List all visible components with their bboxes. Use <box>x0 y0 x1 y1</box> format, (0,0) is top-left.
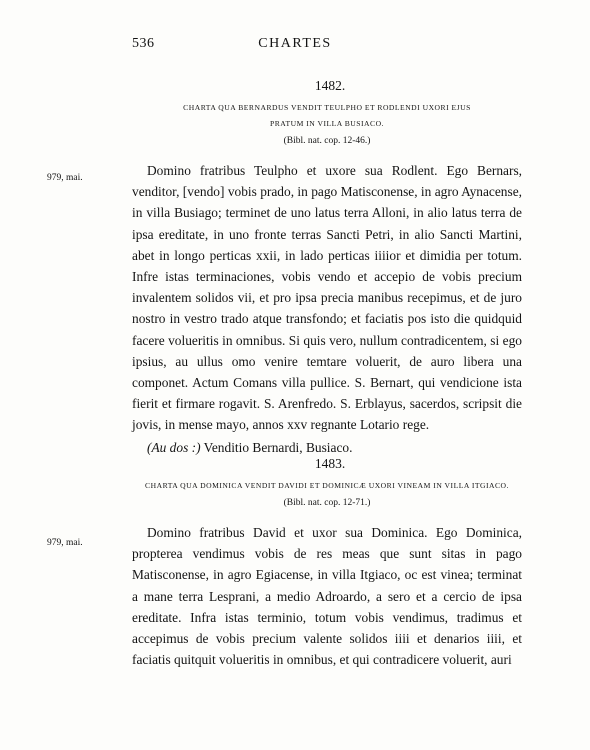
charter-number: 1482. <box>314 78 346 93</box>
charter-heading-line: CHARTA QUA DOMINICA VENDIT DAVIDI ET DOMINICÆ UXORI VINEAM IN VILLA ITGIACO. <box>145 481 509 490</box>
source-reference: (Bibl. nat. cop. 12-46.) <box>283 136 371 146</box>
page-header <box>0 36 590 54</box>
source-reference: (Bibl. nat. cop. 12-71.) <box>283 498 371 508</box>
charter-heading <box>132 100 522 132</box>
running-title: CHARTES <box>258 36 332 51</box>
charter-text <box>132 160 522 458</box>
charter-paragraph: Domino fratribus David et uxor sua Dominica. Ego Dominica, propterea vendimus vobis de res meas que sunt sitas in pago Matisconense, in agro Egiacense, in villa Itgiaco, oc est vinea; terminat a mane terra Lesprani, a medio Adroardo, a sero et a cercio de ipsa ereditate. Infra istas terminio, totum vobis vendimus, tradimus et accepimus de vobis precium valente solidos iiii et denarios iiii, et faciatis quitquit volueritis in omnibus, et qui contradicere voluerit, auri <box>132 525 522 668</box>
charter-heading-line: PRATUM IN VILLA BUSIACO. <box>270 119 384 128</box>
charter-heading <box>132 478 522 494</box>
charter-1483 <box>47 456 522 670</box>
charter-heading-line: CHARTA QUA BERNARDUS VENDIT TEULPHO ET RODLENDI UXORI EJUS <box>183 103 471 112</box>
verso-label: (Au dos :) <box>147 439 201 455</box>
charter-text <box>132 522 522 670</box>
margin-date: 979, mai. <box>47 538 83 548</box>
verso-note <box>132 437 522 458</box>
charter-number: 1483. <box>314 456 346 471</box>
page-number: 536 <box>132 36 155 51</box>
verso-text: Venditio Bernardi, Busiaco. <box>203 439 353 455</box>
margin-date: 979, mai. <box>47 173 83 183</box>
charter-1482 <box>47 78 522 458</box>
charter-paragraph: Domino fratribus Teulpho et uxore sua Rodlent. Ego Bernars, venditor, [vendo] vobis prado, in pago Matisconense, in agro Aynacense, in villa Busiago; terminet de uno latus terra Alloni, in alio latus terra de ipsa ereditate, in uno fronte terras Sancti Petri, in alio Sancti Martini, abet in longo perticas xxii, in lado perticas iiiior et dimidia per totum. Infre istas terminaciones, vobis vendo et accepio de vobis precium invalentem solidos vii, et pro ipsa precia manibus recepimus, et de juro nostro in vestro trado atque transfondo; et faciatis pos isto die quidquid facere volueritis in omnibus. Si quis vero, nullum contradicentem, si ego ipsius, au ullus omo venire temtare voluerit, de auro libera una componet. Actum Comans villa pullice. S. Bernart, qui vendicione ista fierit et firmare rogavit. S. Arenfredo. S. Erblayus, sacerdos, scripsit die jovis, in mense mayo, annos xxv regnante Lotario rege. <box>132 163 522 433</box>
